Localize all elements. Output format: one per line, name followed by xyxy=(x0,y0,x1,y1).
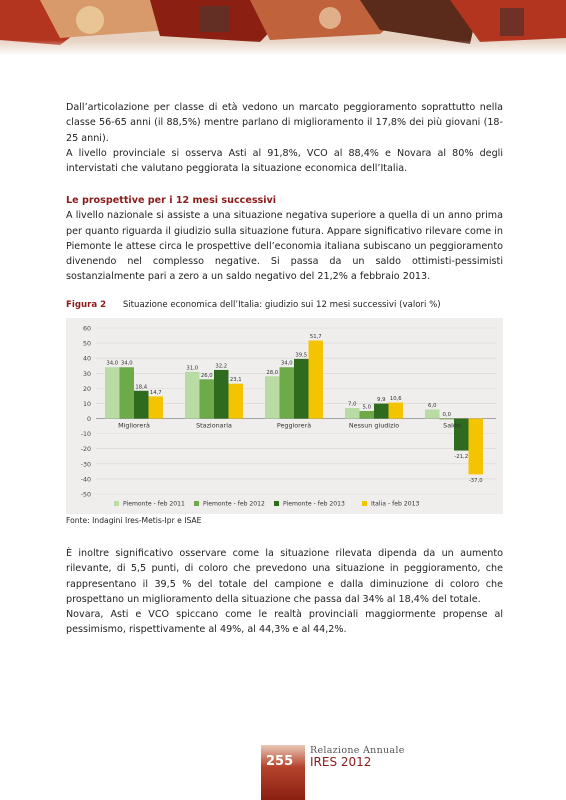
bar xyxy=(229,384,244,419)
category-label: Stazionaria xyxy=(196,421,232,430)
data-label: 34,0 xyxy=(106,360,119,367)
y-tick-label: 0 xyxy=(86,416,91,424)
data-label: 32,2 xyxy=(215,363,228,370)
bar xyxy=(440,419,455,420)
legend-swatch xyxy=(274,501,279,506)
legend-swatch xyxy=(114,501,119,506)
data-label: 9,9 xyxy=(377,397,386,404)
bar xyxy=(309,341,324,419)
data-label: -37,0 xyxy=(468,477,483,484)
section-title: Le prospettive per i 12 mesi successivi xyxy=(66,195,277,206)
paragraph: Novara, Asti e VCO spiccano come le realtà provinciali maggiormente propense al pessimismo, rispettivamente al 49%, al 44,3% e al 44,2%. xyxy=(66,609,503,636)
bar xyxy=(425,409,440,418)
bar xyxy=(149,396,164,418)
bar xyxy=(374,404,389,419)
bar xyxy=(389,403,404,419)
data-label: -21,2 xyxy=(454,454,469,461)
prospects-section xyxy=(66,193,503,285)
data-label: 39,5 xyxy=(295,352,308,359)
bar xyxy=(294,359,309,419)
data-label: 0,0 xyxy=(442,412,451,419)
data-label: 18,4 xyxy=(135,384,148,391)
data-label: 14,7 xyxy=(149,389,162,396)
category-label: Nessun giudizio xyxy=(348,421,400,430)
bar xyxy=(360,411,375,419)
figure-label: Figura 2 xyxy=(66,300,107,310)
paragraph: Dall’articolazione per classe di età vedono un marcato peggioramento soprattutto nella classe 56-65 anni (il 88,5%) mentre parlano di miglioramento il 17,8% dei più giovani (18-25 anni). xyxy=(66,102,503,144)
legend-swatch xyxy=(194,501,199,506)
bar xyxy=(105,367,120,418)
category-label: Peggiorerà xyxy=(276,421,312,430)
legend-label: Italia - feb 2013 xyxy=(371,500,420,508)
conclusion-text xyxy=(66,546,503,638)
bar xyxy=(200,379,215,418)
legend-swatch xyxy=(362,501,367,506)
header-banner-image xyxy=(0,0,566,56)
data-label: 34,0 xyxy=(120,360,133,367)
y-tick-label: 40 xyxy=(82,355,91,363)
data-label: 26,0 xyxy=(200,372,213,379)
data-label: 10,6 xyxy=(389,396,402,403)
y-tick-label: -10 xyxy=(80,431,91,439)
data-label: 7,0 xyxy=(348,401,357,408)
legend-label: Piemonte - feb 2011 xyxy=(123,500,185,508)
data-label: 6,0 xyxy=(428,402,437,409)
chart-panel xyxy=(66,318,503,514)
figure-caption xyxy=(66,300,441,310)
legend-label: Piemonte - feb 2012 xyxy=(203,500,265,508)
bar xyxy=(214,370,229,419)
data-label: 23,1 xyxy=(229,377,242,384)
y-tick-label: -30 xyxy=(80,461,91,469)
y-tick-label: -40 xyxy=(80,476,91,484)
y-tick-label: 60 xyxy=(82,325,91,333)
bar-chart xyxy=(66,318,503,514)
data-label: 28,0 xyxy=(266,369,279,376)
data-label: 51,7 xyxy=(309,334,322,341)
bar xyxy=(134,391,149,419)
y-tick-label: -20 xyxy=(80,446,91,454)
bar xyxy=(469,419,484,475)
y-tick-label: -50 xyxy=(80,491,91,499)
paragraph: È inoltre significativo osservare come la situazione rilevata dipenda da un aumento rilevante, di 5,5 punti, di coloro che prevedono una situazione in peggioramento, che rappresentano il 39,5 % del totale del campione e dalla diminuzione di coloro che prospettano un miglioramento della situazione che passa dal 34% al 18,4% del totale. xyxy=(66,548,503,605)
figure-caption-text: Situazione economica dell’Italia: giudizio sui 12 mesi successivi (valori %) xyxy=(122,300,441,310)
source-note: Fonte: Indagini Ires-Metis-Ipr e ISAE xyxy=(66,516,202,525)
bar xyxy=(185,372,200,419)
data-label: 34,0 xyxy=(280,360,293,367)
y-tick-label: 30 xyxy=(82,370,91,378)
bar xyxy=(345,408,360,419)
category-label: Migliorerà xyxy=(118,421,150,430)
intro-text xyxy=(66,100,503,176)
bar xyxy=(120,367,135,418)
paragraph: A livello nazionale si assiste a una situazione negativa superiore a quella di un anno prima per quanto riguarda il giudizio sulla situazione futura. Appare significativo rilevare come in Piemonte le attese circa le prospettive dell’economia italiana subiscano un peggioramento divenendo nel complesso negative. Si passa da un saldo ottimisti-pessimisti sostanzialmente pari a zero a un saldo negativo del 21,2% a febbraio 2013. xyxy=(66,210,503,283)
y-tick-label: 20 xyxy=(82,385,91,393)
y-tick-label: 50 xyxy=(82,340,91,348)
bar xyxy=(265,376,280,418)
category-label: Saldo xyxy=(443,421,461,430)
data-label: 5,0 xyxy=(362,404,371,411)
bar xyxy=(280,367,295,418)
y-tick-label: 10 xyxy=(82,400,91,408)
report-title: Relazione Annuale xyxy=(310,745,405,756)
legend-label: Piemonte - feb 2013 xyxy=(283,500,345,508)
report-subtitle: IRES 2012 xyxy=(310,755,372,769)
paragraph: A livello provinciale si osserva Asti al 91,8%, VCO al 88,4% e Novara al 80% degli intervistati che valutano peggiorata la situazione economica dell’Italia. xyxy=(66,147,503,175)
page-number: 255 xyxy=(266,754,294,769)
data-label: 31,0 xyxy=(186,365,199,372)
